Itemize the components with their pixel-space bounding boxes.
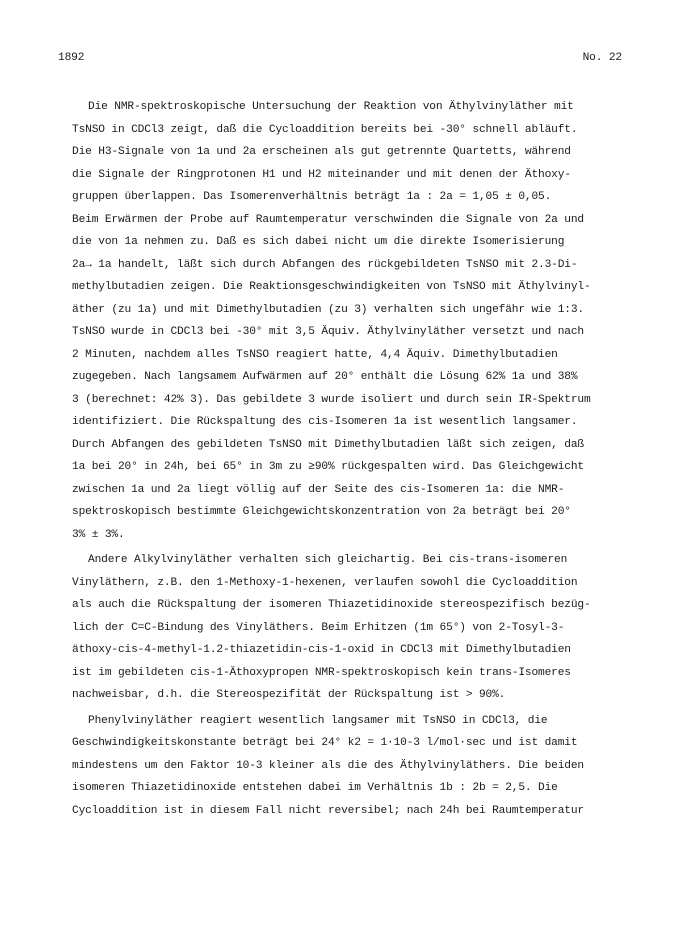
text-line: äther (zu 1a) und mit Dimethylbutadien (zu 3) verhalten sich ungefähr wie 1:3. xyxy=(72,303,584,316)
text-line: 3 (berechnet: 42% 3). Das gebildete 3 wurde isoliert und durch sein IR-Spektrum xyxy=(72,393,591,406)
text-line: identifiziert. Die Rückspaltung des cis-Isomeren 1a ist wesentlich langsamer. xyxy=(72,416,578,428)
text-line: äthoxy-cis-4-methyl-1.2-thiazetidin-cis-1-oxid in CDCl3 mit Dimethylbutadien xyxy=(72,644,571,656)
page-number: 1892 xyxy=(58,52,85,64)
text-line: TsNSO wurde in CDCl3 bei -30° mit 3,5 Äquiv. Äthylvinyläther versetzt und nach xyxy=(72,326,584,338)
text-line: gruppen überlappen. Das Isomerenverhältnis beträgt 1a : 2a = 1,05 ± 0,05. xyxy=(72,191,552,203)
text-line: zugegeben. Nach langsamem Aufwärmen auf 20° enthält die Lösung 62% 1a und 38% xyxy=(72,371,578,383)
text-line: mindestens um den Faktor 10-3 kleiner als die des Äthylvinyläthers. Die beiden xyxy=(72,759,584,772)
text-line: Phenylvinyläther reagiert wesentlich langsamer mit TsNSO in CDCl3, die xyxy=(88,714,548,727)
text-line: 2 Minuten, nachdem alles TsNSO reagiert hatte, 4,4 Äquiv. Dimethylbutadien xyxy=(72,348,558,361)
text-line: isomeren Thiazetidinoxide entstehen dabei im Verhältnis 1b : 2b = 2,5. Die xyxy=(72,782,558,794)
text-line: 1a bei 20° in 24h, bei 65° in 3m zu ≥90% rückgespalten wird. Das Gleichgewicht xyxy=(72,461,584,473)
article-body xyxy=(72,96,622,822)
text-line: 3% ± 3%. xyxy=(72,528,125,541)
text-line: Vinyläthern, z.B. den 1-Methoxy-1-hexenen, verlaufen sowohl die Cycloaddition xyxy=(72,576,578,589)
text-line: die von 1a nehmen zu. Daß es sich dabei nicht um die direkte Isomerisierung xyxy=(72,236,565,248)
text-line: lich der C=C-Bindung des Vinyläthers. Beim Erhitzen (1m 65°) von 2-Tosyl-3- xyxy=(72,621,565,634)
text-line: Durch Abfangen des gebildeten TsNSO mit Dimethylbutadien läßt sich zeigen, daß xyxy=(72,438,584,451)
text-line: Andere Alkylvinyläther verhalten sich gleichartig. Bei cis-trans-isomeren xyxy=(88,554,568,566)
text-line: methylbutadien zeigen. Die Reaktionsgeschwindigkeiten von TsNSO mit Äthylvinyl- xyxy=(72,281,591,293)
text-line: nachweisbar, d.h. die Stereospezifität der Rückspaltung ist > 90%. xyxy=(72,689,506,701)
text-line: spektroskopisch bestimmte Gleichgewichtskonzentration von 2a beträgt bei 20° xyxy=(72,506,571,518)
text-line: TsNSO in CDCl3 zeigt, daß die Cycloaddition bereits bei -30° schnell abläuft. xyxy=(72,123,578,136)
text-line: zwischen 1a und 2a liegt völlig auf der Seite des cis-Isomeren 1a: die NMR- xyxy=(72,483,565,496)
text-line: die Signale der Ringprotonen H1 und H2 miteinander und mit denen der Äthoxy- xyxy=(72,168,571,181)
issue-number: No. 22 xyxy=(582,52,622,64)
text-line: Cycloaddition ist in diesem Fall nicht reversibel; nach 24h bei Raumtemperatur xyxy=(72,804,584,817)
text-line: Die NMR-spektroskopische Untersuchung der Reaktion von Äthylvinyläther mit xyxy=(88,101,574,113)
paragraph-1 xyxy=(72,96,622,546)
paragraph-3 xyxy=(72,710,622,823)
paragraph-2 xyxy=(72,549,622,707)
text-line: Beim Erwärmen der Probe auf Raumtemperatur verschwinden die Signale von 2a und xyxy=(72,213,584,226)
text-line: ist im gebildeten cis-1-Äthoxypropen NMR-spektroskopisch kein trans-Isomeres xyxy=(72,666,571,679)
text-line: als auch die Rückspaltung der isomeren Thiazetidinoxide stereospezifisch bezüg- xyxy=(72,599,591,611)
text-line: Geschwindigkeitskonstante beträgt bei 24° k2 = 1·10-3 l/mol·sec und ist damit xyxy=(72,737,578,749)
text-line: Die H3-Signale von 1a und 2a erscheinen als gut getrennte Quartetts, während xyxy=(72,146,571,158)
text-line: 2a→ 1a handelt, läßt sich durch Abfangen des rückgebildeten TsNSO mit 2.3-Di- xyxy=(72,258,578,271)
